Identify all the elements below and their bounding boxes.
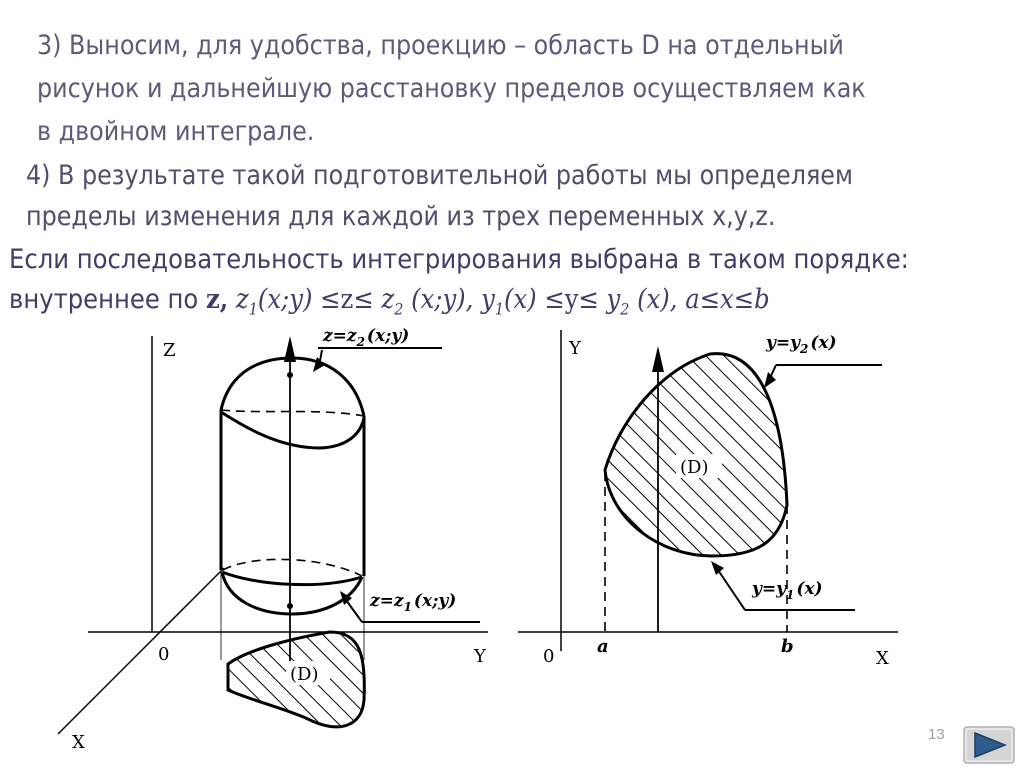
right-axis-y-label: Y: [569, 338, 581, 359]
left-axis-y-label: Y: [474, 646, 486, 667]
right-2d-figure: [518, 330, 898, 669]
y1-leader-tail: [718, 570, 745, 610]
z2-leader-arrow: [313, 357, 325, 372]
left-axis-x-label: X: [72, 732, 85, 753]
right-origin-label: 0: [543, 646, 555, 667]
y2-leader-arrow: [764, 372, 776, 388]
upper-dashed-ellipse: [221, 410, 364, 416]
lower-curve-label: $y=y_1$ (x): [752, 579, 823, 602]
order-line-1: Если последовательность интегрирования выбрана в таком порядке:: [9, 244, 909, 275]
lower-point: [287, 603, 293, 609]
y-inequality: ≤y≤: [544, 284, 599, 315]
right-region-label: (D): [680, 457, 709, 478]
step-3-line-3: в двойном интеграле.: [37, 116, 315, 147]
left-origin-label: 0: [158, 644, 170, 665]
order-var-z: z,: [205, 284, 229, 315]
order-prefix: внутреннее по: [9, 284, 206, 315]
left-3d-figure: [58, 326, 488, 753]
z-lower-bound: $z_1(x;y)$: [235, 284, 313, 319]
upper-cap: [221, 358, 364, 416]
z1-leader-tail: [346, 600, 362, 622]
step-4-line-2: пределы изменения для каждой из трех переменных x,y,z.: [26, 201, 776, 232]
right-arrow-head: [652, 346, 664, 372]
x-range: a≤x≤b: [685, 284, 770, 315]
z-upper-bound: $z_2$ (x;y),: [381, 284, 474, 319]
lower-dashed-ellipse: [223, 559, 362, 576]
left-x-axis: [58, 568, 224, 734]
lower-surface-label: $z=z_1$ (x;y): [370, 591, 457, 614]
right-region-hatching: [600, 345, 792, 560]
upper-front-edge: [221, 412, 364, 448]
tick-b-label: b: [781, 636, 794, 657]
step-3-line-1: 3) Выносим, для удобства, проекцию – область D на отдельный: [37, 30, 844, 61]
left-axis-z-label: Z: [163, 340, 176, 361]
step-4-line-1: 4) В результате такой подготовительной работы мы определяем: [26, 160, 853, 191]
y-lower-bound: $y_1(x)$: [481, 284, 537, 319]
next-slide-button[interactable]: [963, 726, 1015, 764]
left-region-label: (D): [290, 664, 319, 685]
y-upper-bound: $y_2$ (x),: [606, 284, 678, 319]
upper-curve-label: $y=y_2$ (x): [766, 333, 837, 356]
right-axis-x-label: X: [876, 648, 889, 669]
lower-front-edge: [222, 572, 362, 585]
page-number: 13: [928, 726, 945, 743]
upper-point: [287, 372, 293, 378]
y1-leader-arrow: [711, 561, 724, 575]
upper-surface-label: $z=z_2$ (x;y): [323, 326, 410, 349]
tick-a-label: a: [597, 636, 609, 657]
z-inequality: ≤z≤: [320, 284, 374, 315]
step-3-line-2: рисунок и дальнейшую расстановку пределов осуществляем как: [37, 73, 866, 104]
